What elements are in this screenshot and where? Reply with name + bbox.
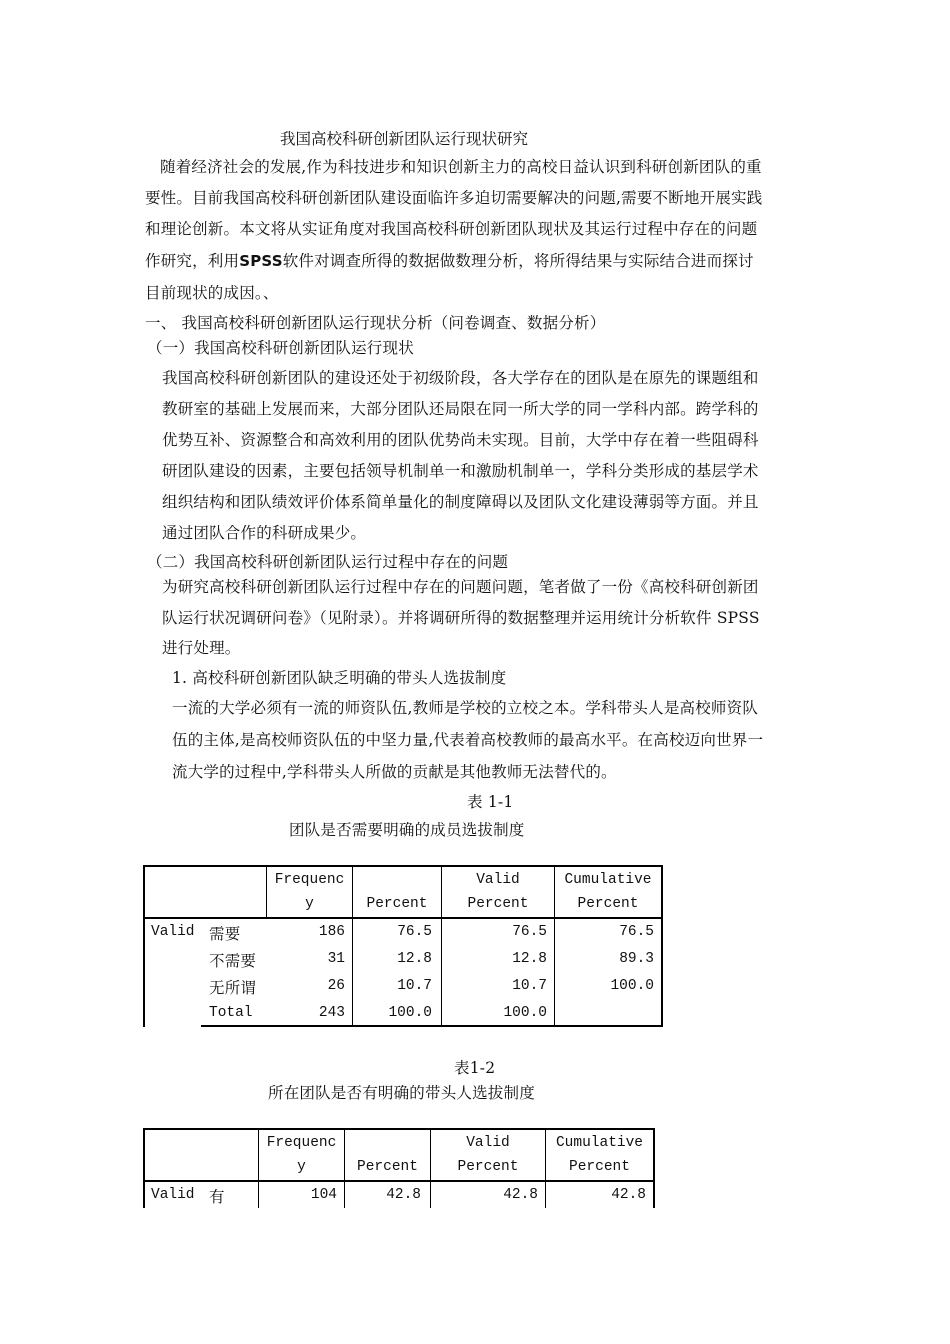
table2-header-frequency: Frequenc bbox=[266, 1135, 337, 1151]
table-cell-percent: 76.5 bbox=[397, 924, 432, 940]
table1-caption: 团队是否需要明确的成员选拔制度 bbox=[289, 821, 525, 839]
table-cell-percent: 12.8 bbox=[397, 951, 432, 967]
table-row-label: Total bbox=[209, 1005, 253, 1021]
table-cell-percent: 42.8 bbox=[386, 1187, 421, 1203]
table-cell-cumulative: 42.8 bbox=[611, 1187, 646, 1203]
table1-header-cumulative-percent: Percent bbox=[577, 896, 639, 912]
table2-group-label: Valid bbox=[151, 1187, 195, 1203]
table1-header-valid: Valid bbox=[476, 872, 520, 888]
subsection-heading-1: （一）我国高校科研创新团队运行现状 bbox=[147, 339, 414, 357]
sub2-line-3: 进行处理。 bbox=[162, 639, 241, 657]
table-row-label: 不需要 bbox=[209, 952, 257, 970]
table1-header-border bbox=[143, 917, 663, 919]
section-heading-1: 一、 我国高校科研创新团队运行现状分析（问卷调查、数据分析） bbox=[145, 314, 606, 332]
table-cell-valid-percent: 12.8 bbox=[512, 951, 547, 967]
table-cell-valid-percent: 42.8 bbox=[503, 1187, 538, 1203]
table-cell-frequency: 243 bbox=[318, 1005, 345, 1021]
intro-line-4 bbox=[145, 249, 754, 271]
table2-header-cumulative: Cumulative bbox=[555, 1135, 643, 1151]
table-cell-valid-percent: 10.7 bbox=[512, 978, 547, 994]
table2-header-border bbox=[143, 1180, 655, 1182]
table-cell-cumulative: 89.3 bbox=[619, 951, 654, 967]
table2-header-frequency-2: y bbox=[297, 1159, 306, 1175]
sub1-line-6: 通过团队合作的科研成果少。 bbox=[162, 524, 367, 542]
intro-line-5: 目前现状的成因。、 bbox=[145, 284, 279, 302]
table2-right-border bbox=[653, 1128, 655, 1208]
table1-left-border bbox=[143, 865, 145, 1027]
sub2-line-2: 队运行状况调研问卷》（见附录）。并将调研所得的数据整理并运用统计分析软件 SPSS bbox=[162, 609, 760, 627]
table-cell-percent: 10.7 bbox=[397, 978, 432, 994]
sub1-line-1: 我国高校科研创新团队的建设还处于初级阶段，各大学存在的团队是在原先的课题组和 bbox=[162, 369, 759, 387]
table1-divider-4 bbox=[554, 865, 555, 1027]
table2-top-border bbox=[143, 1128, 655, 1130]
table-cell-frequency: 26 bbox=[327, 978, 345, 994]
intro-line-1: 随着经济社会的发展,作为科技进步和知识创新主力的高校日益认识到科研创新团队的重 bbox=[160, 158, 762, 176]
sub1-line-2: 教研室的基础上发展而来，大部分团队还局限在同一所大学的同一学科内部。跨学科的 bbox=[162, 400, 759, 418]
table1-header-percent: Percent bbox=[366, 896, 428, 912]
table-row-label: 有 bbox=[209, 1188, 225, 1206]
table1-label: 表 1-1 bbox=[467, 793, 514, 811]
intro-line-3: 和理论创新。本文将从实证角度对我国高校科研创新团队现状及其运行过程中存在的问题 bbox=[145, 220, 758, 238]
page-title: 我国高校科研创新团队运行现状研究 bbox=[280, 130, 529, 148]
item1-line-2: 伍的主体,是高校师资队伍的中坚力量,代表着高校教师的最高水平。在高校迈向世界一 bbox=[172, 731, 764, 749]
table1-header-cumulative: Cumulative bbox=[564, 872, 652, 888]
table2-header-percent: Percent bbox=[357, 1159, 418, 1175]
intro-line-4-end: 软件对调查所得的数据做数理分析，将所得结果与实际结合进而探讨 bbox=[282, 252, 754, 270]
table2-label: 表1-2 bbox=[454, 1059, 496, 1077]
table-cell-frequency: 186 bbox=[318, 924, 345, 940]
table1-right-border bbox=[661, 865, 663, 1027]
item1-line-3: 流大学的过程中,学科带头人所做的贡献是其他教师无法替代的。 bbox=[172, 763, 617, 781]
sub1-line-5: 组织结构和团队绩效评价体系简单量化的制度障碍以及团队文化建设薄弱等方面。并且 bbox=[162, 493, 759, 511]
table2-header-valid-percent: Percent bbox=[457, 1159, 519, 1175]
table-cell-cumulative: 100.0 bbox=[610, 978, 654, 994]
table1-header-frequency: Frequenc bbox=[274, 872, 345, 888]
table2-header-cumulative-percent: Percent bbox=[569, 1159, 630, 1175]
table-cell-frequency: 31 bbox=[327, 951, 345, 967]
spss-term: SPSS bbox=[239, 252, 283, 270]
sub1-line-4: 研团队建设的因素，主要包括领导机制单一和激励机制单一，学科分类形成的基层学术 bbox=[162, 462, 759, 480]
item-heading-1: 1. 高校科研创新团队缺乏明确的带头人选拔制度 bbox=[172, 669, 507, 687]
table1-divider-3 bbox=[441, 865, 442, 1027]
table2-caption: 所在团队是否有明确的带头人选拔制度 bbox=[268, 1084, 535, 1102]
table-row-label: 无所谓 bbox=[209, 979, 257, 997]
table1-top-border bbox=[143, 865, 663, 867]
table-row-label: 需要 bbox=[209, 925, 241, 943]
table-cell-valid-percent: 100.0 bbox=[503, 1005, 547, 1021]
table2-header-valid: Valid bbox=[466, 1135, 510, 1151]
sub1-line-3: 优势互补、资源整合和高效利用的团队优势尚未实现。目前，大学中存在着一些阻碍科 bbox=[162, 431, 759, 449]
table2-left-border bbox=[143, 1128, 145, 1208]
table1-bottom-border bbox=[201, 1025, 663, 1027]
sub2-line-1: 为研究高校科研创新团队运行过程中存在的问题问题，笔者做了一份《高校科研创新团 bbox=[162, 578, 759, 596]
item1-line-1: 一流的大学必须有一流的师资队伍,教师是学校的立校之本。学科带头人是高校师资队 bbox=[172, 699, 759, 717]
table-cell-valid-percent: 76.5 bbox=[512, 924, 547, 940]
intro-line-4-start: 作研究，利用 bbox=[145, 252, 240, 270]
table-cell-frequency: 104 bbox=[310, 1187, 337, 1203]
subsection-heading-2: （二）我国高校科研创新团队运行过程中存在的问题 bbox=[147, 553, 509, 571]
intro-line-2: 要性。目前我国高校科研创新团队建设面临许多迫切需要解决的问题,需要不断地开展实践 bbox=[145, 189, 763, 207]
table1-header-frequency-2: y bbox=[305, 896, 314, 912]
table-cell-cumulative: 76.5 bbox=[619, 924, 654, 940]
table1-header-valid-percent: Percent bbox=[467, 896, 529, 912]
table1-divider-2 bbox=[352, 865, 353, 1027]
table-cell-percent: 100.0 bbox=[388, 1005, 432, 1021]
table1-group-label: Valid bbox=[151, 924, 195, 940]
